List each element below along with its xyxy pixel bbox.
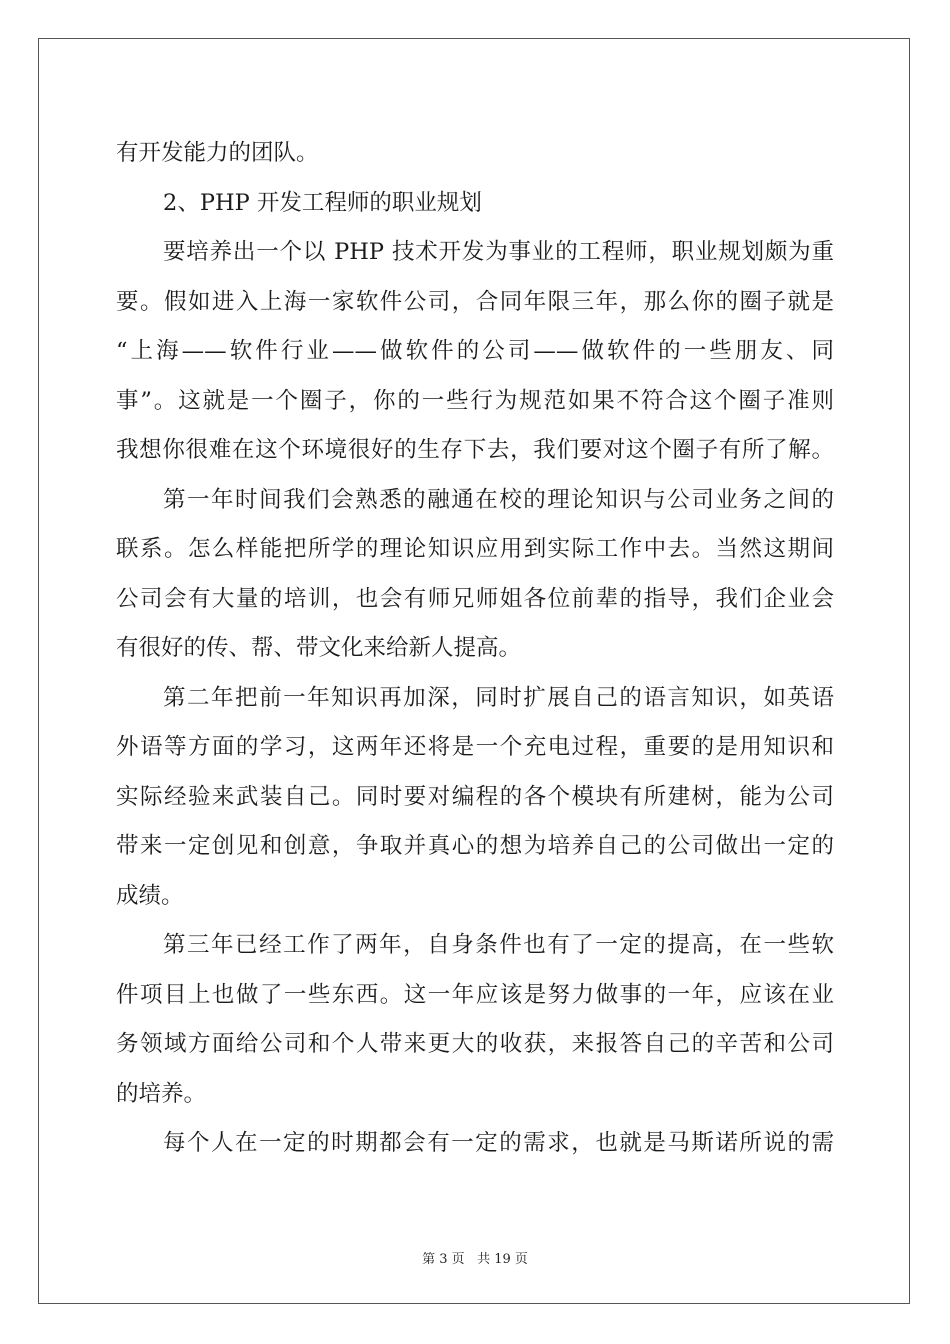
text-line: 务领域方面给公司和个人带来更大的收获，来报答自己的辛苦和公司: [116, 1031, 834, 1057]
document-body: [116, 129, 834, 1169]
text-line: 有开发能力的团队。: [116, 140, 319, 166]
text-line: 第三年已经工作了两年，自身条件也有了一定的提高，在一些软: [163, 932, 834, 958]
text-line: 事”。这就是一个圈子，你的一些行为规范如果不符合这个圈子准则: [116, 387, 834, 414]
text-line: 外语等方面的学习，这两年还将是一个充电过程，重要的是用知识和: [116, 734, 834, 760]
text-line: 要。假如进入上海一家软件公司，合同年限三年，那么你的圈子就是: [116, 288, 834, 315]
text-line: 实际经验来武装自己。同时要对编程的各个模块有所建树，能为公司: [116, 783, 834, 810]
text-line: 带来一定创见和创意，争取并真心的想为培养自己的公司做出一定的: [116, 833, 834, 859]
text-line: 第二年把前一年知识再加深，同时扩展自己的语言知识，如英语: [163, 684, 834, 711]
text-line: 件项目上也做了一些东西。这一年应该是努力做事的一年，应该在业: [116, 981, 834, 1008]
page-footer: [0, 1248, 950, 1267]
text-line: 第一年时间我们会熟悉的融通在校的理论知识与公司业务之间的: [163, 486, 834, 513]
text-line: 每个人在一定的时期都会有一定的需求，也就是马斯诺所说的需: [163, 1130, 834, 1156]
page-number: 第 3 页: [422, 1252, 465, 1267]
text-line: 要培养出一个以 PHP 技术开发为事业的工程师，职业规划颇为重: [163, 239, 834, 265]
text-line: 成绩。: [116, 882, 184, 909]
page-total: 共 19 页: [477, 1252, 528, 1267]
text-line: 联系。怎么样能把所学的理论知识应用到实际工作中去。当然这期间: [116, 536, 834, 562]
text-line: 的培养。: [116, 1080, 207, 1107]
section-heading: 2、PHP 开发工程师的职业规划: [163, 189, 482, 216]
text-line: 公司会有大量的培训，也会有师兄师姐各位前辈的指导，我们企业会: [116, 585, 834, 612]
text-line: “上海——软件行业——做软件的公司——做软件的一些朋友、同: [116, 338, 834, 364]
text-line: 我想你很难在这个环境很好的生存下去，我们要对这个圈子有所了解。: [116, 437, 834, 463]
text-line: 有很好的传、帮、带文化来给新人提高。: [116, 635, 522, 661]
